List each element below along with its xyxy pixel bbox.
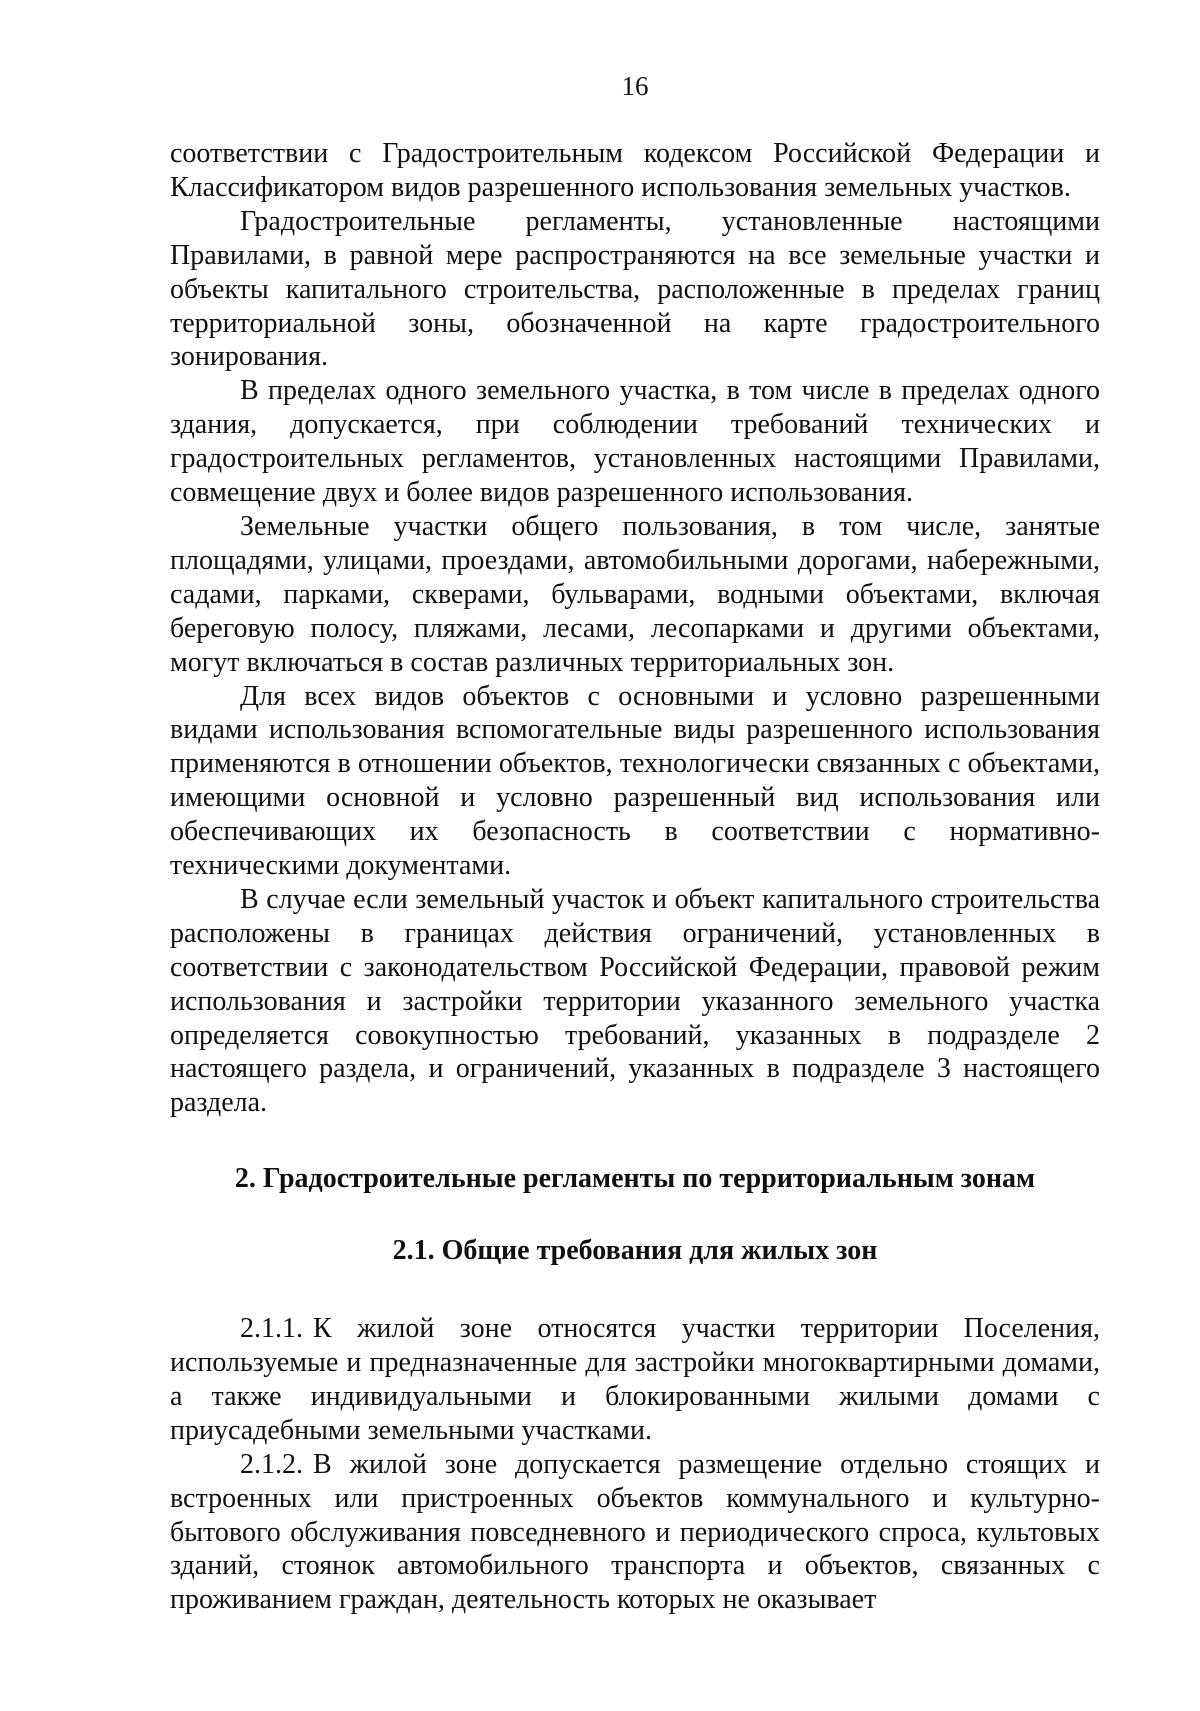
document-body bbox=[170, 137, 1100, 1617]
clause-text: К жилой зоне относятся участки территории Поселения, используемые и предназначенные для застройки многоквартирными домами, а также индивидуальными и блокированными жилыми домами с приусадебными земельными участками. bbox=[170, 1313, 1100, 1446]
clause-number: 2.1.2. bbox=[240, 1448, 303, 1480]
page-number: 16 bbox=[621, 71, 649, 101]
clause-number: 2.1.1. bbox=[240, 1313, 303, 1345]
paragraph-combination: В пределах одного земельного участка, в том числе в пределах одного здания, допускается, при соблюдении требований технических и градостроительных регламентов, установленных настоящими Правилами, совмещение двух и более видов разрешенного использования. bbox=[170, 375, 1100, 509]
paragraph-restrictions: В случае если земельный участок и объект капитального строительства расположены в границах действия ограничений, установленных в соответствии с законодательством Российской Федерации, правовой режим использования и застройки территории указанного земельного участка определяется совокупностью требований, указанных в подразделе 2 настоящего раздела, и ограничений, указанных в подразделе 3 настоящего раздела. bbox=[170, 883, 1100, 1119]
clause-text: В жилой зоне допускается размещение отдельно стоящих и встроенных или пристроенных объектов коммунального и культурно-бытового обслуживания повседневного и периодического спроса, культовых зданий, стоянок автомобильного транспорта и объектов, связанных с проживанием граждан, деятельность которых не оказывает bbox=[170, 1448, 1100, 1616]
clause-2-1-2 bbox=[170, 1448, 1100, 1618]
paragraph-regulations: Градостроительные регламенты, установленные настоящими Правилами, в равной мере распространяются на все земельные участки и объекты капитального строительства, расположенные в пределах границ территориальной зоны, обозначенной на карте градостроительного зонирования. bbox=[170, 205, 1100, 373]
subsection-heading: 2.1. Общие требования для жилых зон bbox=[392, 1235, 878, 1267]
paragraph-continuation: соответствии с Градостроительным кодексом Российской Федерации и Классификатором видов разрешенного использования земельных участков. bbox=[170, 138, 1100, 203]
paragraph-public-land: Земельные участки общего пользования, в том числе, занятые площадями, улицами, проездами, автомобильными дорогами, набережными, садами, парками, скверами, бульварами, водными объектами, включая береговую полосу, пляжами, лесами, лесопарками и другими объектами, могут включаться в состав различных территориальных зон. bbox=[170, 510, 1100, 678]
section-heading: 2. Градостроительные регламенты по территориальным зонам bbox=[234, 1163, 1036, 1195]
paragraph-auxiliary-uses: Для всех видов объектов с основными и условно разрешенными видами использования вспомогательные виды разрешенного использования применяются в отношении объектов, технологически связанных с объектами, имеющими основной и условно разрешенный вид использования или обеспечивающих их безопасность в соответствии с нормативно-техническими документами. bbox=[170, 680, 1100, 882]
clause-2-1-1 bbox=[170, 1312, 1100, 1448]
